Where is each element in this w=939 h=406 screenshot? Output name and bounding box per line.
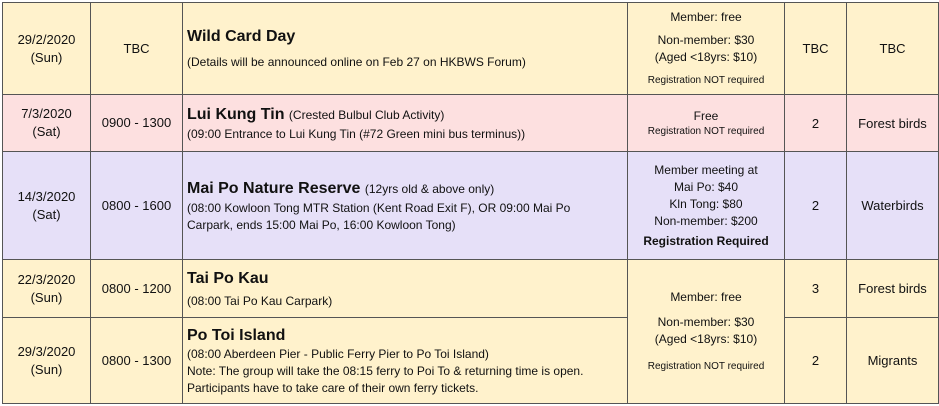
time-cell: TBC xyxy=(91,3,183,95)
fee-cell xyxy=(628,95,785,152)
fee-line: (Aged <18yrs: $10) xyxy=(654,332,758,346)
fee-line: Member: free xyxy=(670,10,742,24)
time-cell: 0800 - 1600 xyxy=(91,152,183,260)
time-cell: 0900 - 1300 xyxy=(91,95,183,152)
activity-detail: (08:00 Aberdeen Pier - Public Ferry Pier to Po Toi Island) xyxy=(187,346,489,361)
day-text: (Sat) xyxy=(32,124,61,139)
activity-cell xyxy=(183,95,628,152)
difficulty-cell: 2 xyxy=(785,318,847,404)
activity-detail: Carpark, ends 15:00 Mai Po, 16:00 Kowloon Tong) xyxy=(187,217,456,232)
activity-title: Mai Po Nature Reserve xyxy=(187,179,361,197)
fee-line: Kln Tong: $80 xyxy=(669,196,743,211)
activity-cell xyxy=(183,152,628,260)
bird-type-cell: Migrants xyxy=(847,318,939,404)
activity-subtitle: (Crested Bulbul Club Activity) xyxy=(288,107,445,122)
date-cell xyxy=(3,260,91,318)
fee-line: Non-member: $200 xyxy=(654,213,758,228)
activity-detail: (09:00 Entrance to Lui Kung Tin (#72 Green mini bus terminus)) xyxy=(187,126,526,141)
activity-detail: (08:00 Kowloon Tong MTR Station (Kent Road Exit F), OR 09:00 Mai Po xyxy=(187,200,571,215)
activity-title: Wild Card Day xyxy=(187,28,296,45)
table-row xyxy=(3,95,939,152)
activity-detail: (Details will be announced online on Feb 27 on HKBWS Forum) xyxy=(187,55,526,69)
day-text: (Sun) xyxy=(30,361,63,377)
date-text: 29/3/2020 xyxy=(17,343,76,359)
table-row xyxy=(3,318,939,404)
difficulty-cell: 2 xyxy=(785,95,847,152)
registration-note: Registration NOT required xyxy=(647,75,765,86)
activity-cell xyxy=(183,318,628,404)
difficulty-cell: TBC xyxy=(785,3,847,95)
activity-title: Po Toi Island xyxy=(187,326,286,344)
fee-line: Member: free xyxy=(670,290,742,304)
activity-cell xyxy=(183,3,628,95)
bird-type-cell: Forest birds xyxy=(847,95,939,152)
registration-note: Registration Required xyxy=(643,233,769,248)
bird-type-cell: Waterbirds xyxy=(847,152,939,260)
registration-note: Registration NOT required xyxy=(647,125,765,137)
fee-cell xyxy=(628,3,785,95)
difficulty-cell: 3 xyxy=(785,260,847,318)
time-cell: 0800 - 1200 xyxy=(91,260,183,318)
time-cell: 0800 - 1300 xyxy=(91,318,183,404)
fee-line: Free xyxy=(693,108,719,123)
activity-subtitle: (12yrs old & above only) xyxy=(364,181,495,196)
date-text: 29/2/2020 xyxy=(17,31,76,47)
activity-note: Participants have to take care of their own ferry tickets. xyxy=(187,380,479,395)
activity-title: Tai Po Kau xyxy=(187,269,269,287)
day-text: (Sun) xyxy=(30,289,63,305)
table-row xyxy=(3,3,939,95)
fee-line: Non-member: $30 xyxy=(657,315,755,329)
registration-note: Registration NOT required xyxy=(647,361,765,372)
date-cell xyxy=(3,152,91,260)
bird-type-cell: TBC xyxy=(847,3,939,95)
day-text: (Sun) xyxy=(30,49,63,65)
table-row xyxy=(3,260,939,318)
date-text: 22/3/2020 xyxy=(17,271,76,287)
fee-cell xyxy=(628,152,785,260)
activity-note: Note: The group will take the 08:15 ferry to Poi To & returning time is open. xyxy=(187,363,584,378)
fee-line: Mai Po: $40 xyxy=(673,179,739,194)
table-row xyxy=(3,152,939,260)
fee-line: Non-member: $30 xyxy=(657,33,755,47)
activity-detail: (08:00 Tai Po Kau Carpark) xyxy=(187,293,333,308)
shared-fee-cell xyxy=(628,260,785,404)
difficulty-cell: 2 xyxy=(785,152,847,260)
date-text: 14/3/2020 xyxy=(17,188,76,204)
bird-type-cell: Forest birds xyxy=(847,260,939,318)
activity-cell xyxy=(183,260,628,318)
fee-line: Member meeting at xyxy=(654,162,758,177)
activity-schedule-table xyxy=(2,2,939,404)
date-cell xyxy=(3,95,91,152)
day-text: (Sat) xyxy=(32,206,61,222)
activity-title: Lui Kung Tin xyxy=(187,105,285,123)
fee-line: (Aged <18yrs: $10) xyxy=(654,50,758,64)
date-cell xyxy=(3,318,91,404)
date-text: 7/3/2020 xyxy=(21,106,72,121)
date-cell xyxy=(3,3,91,95)
